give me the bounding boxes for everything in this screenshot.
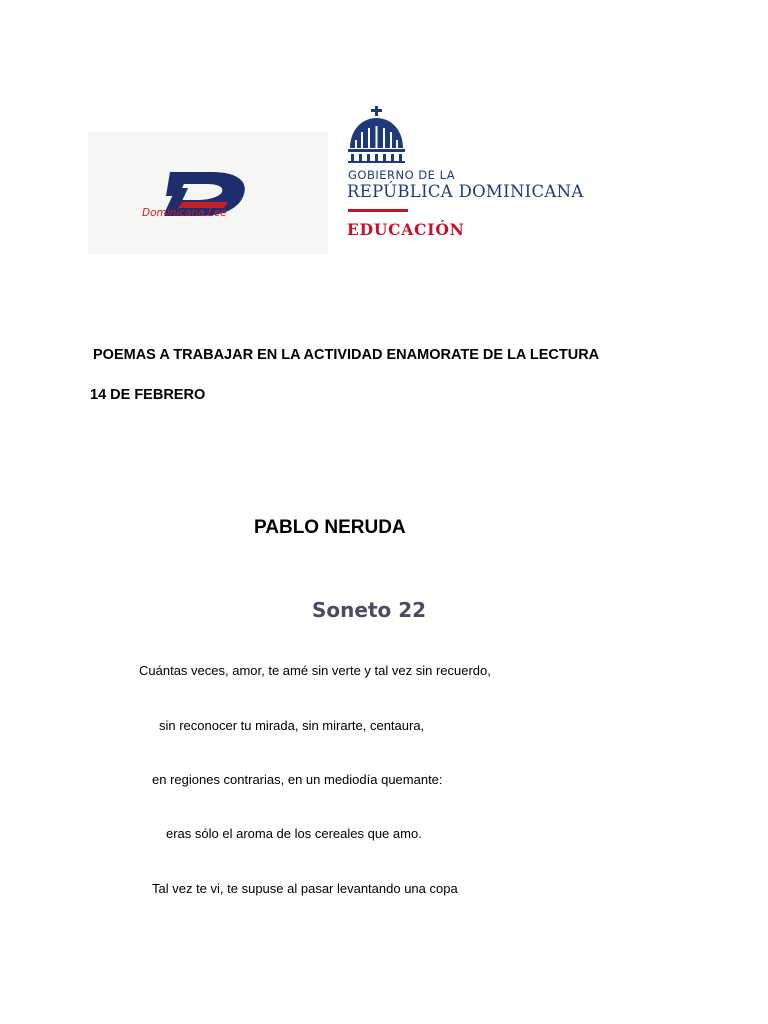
dominicana-lee-mark-icon [88,132,328,254]
poem-verse: Cuántas veces, amor, te amé sin verte y tal vez sin recuerdo, [139,663,491,678]
poem-verse: en regiones contrarias, en un mediodía quemante: [152,772,443,787]
dominicana-lee-logo [88,132,328,254]
poem-verse: eras sólo el aroma de los cereales que amo. [166,826,422,841]
gobierno-educacion-logo [346,104,608,244]
republica-dominicana-line: REPÚBLICA DOMINICANA [347,182,584,201]
poem-verse: Tal vez te vi, te supuse al pasar levantando una copa [152,881,458,896]
activity-heading: POEMAS A TRABAJAR EN LA ACTIVIDAD ENAMORATE DE LA LECTURA [93,347,600,363]
poem-verse: sin reconocer tu mirada, sin mirarte, centaura, [159,718,425,733]
dominicana-lee-wordmark: Dominicana Lee [142,207,227,219]
gobierno-line: GOBIERNO DE LA [348,168,456,182]
poem-title: Soneto 22 [312,598,427,622]
educacion-line: EDUCACIÓN [347,220,465,239]
activity-date: 14 DE FEBRERO [90,387,206,403]
poem-author: PABLO NERUDA [254,517,406,538]
